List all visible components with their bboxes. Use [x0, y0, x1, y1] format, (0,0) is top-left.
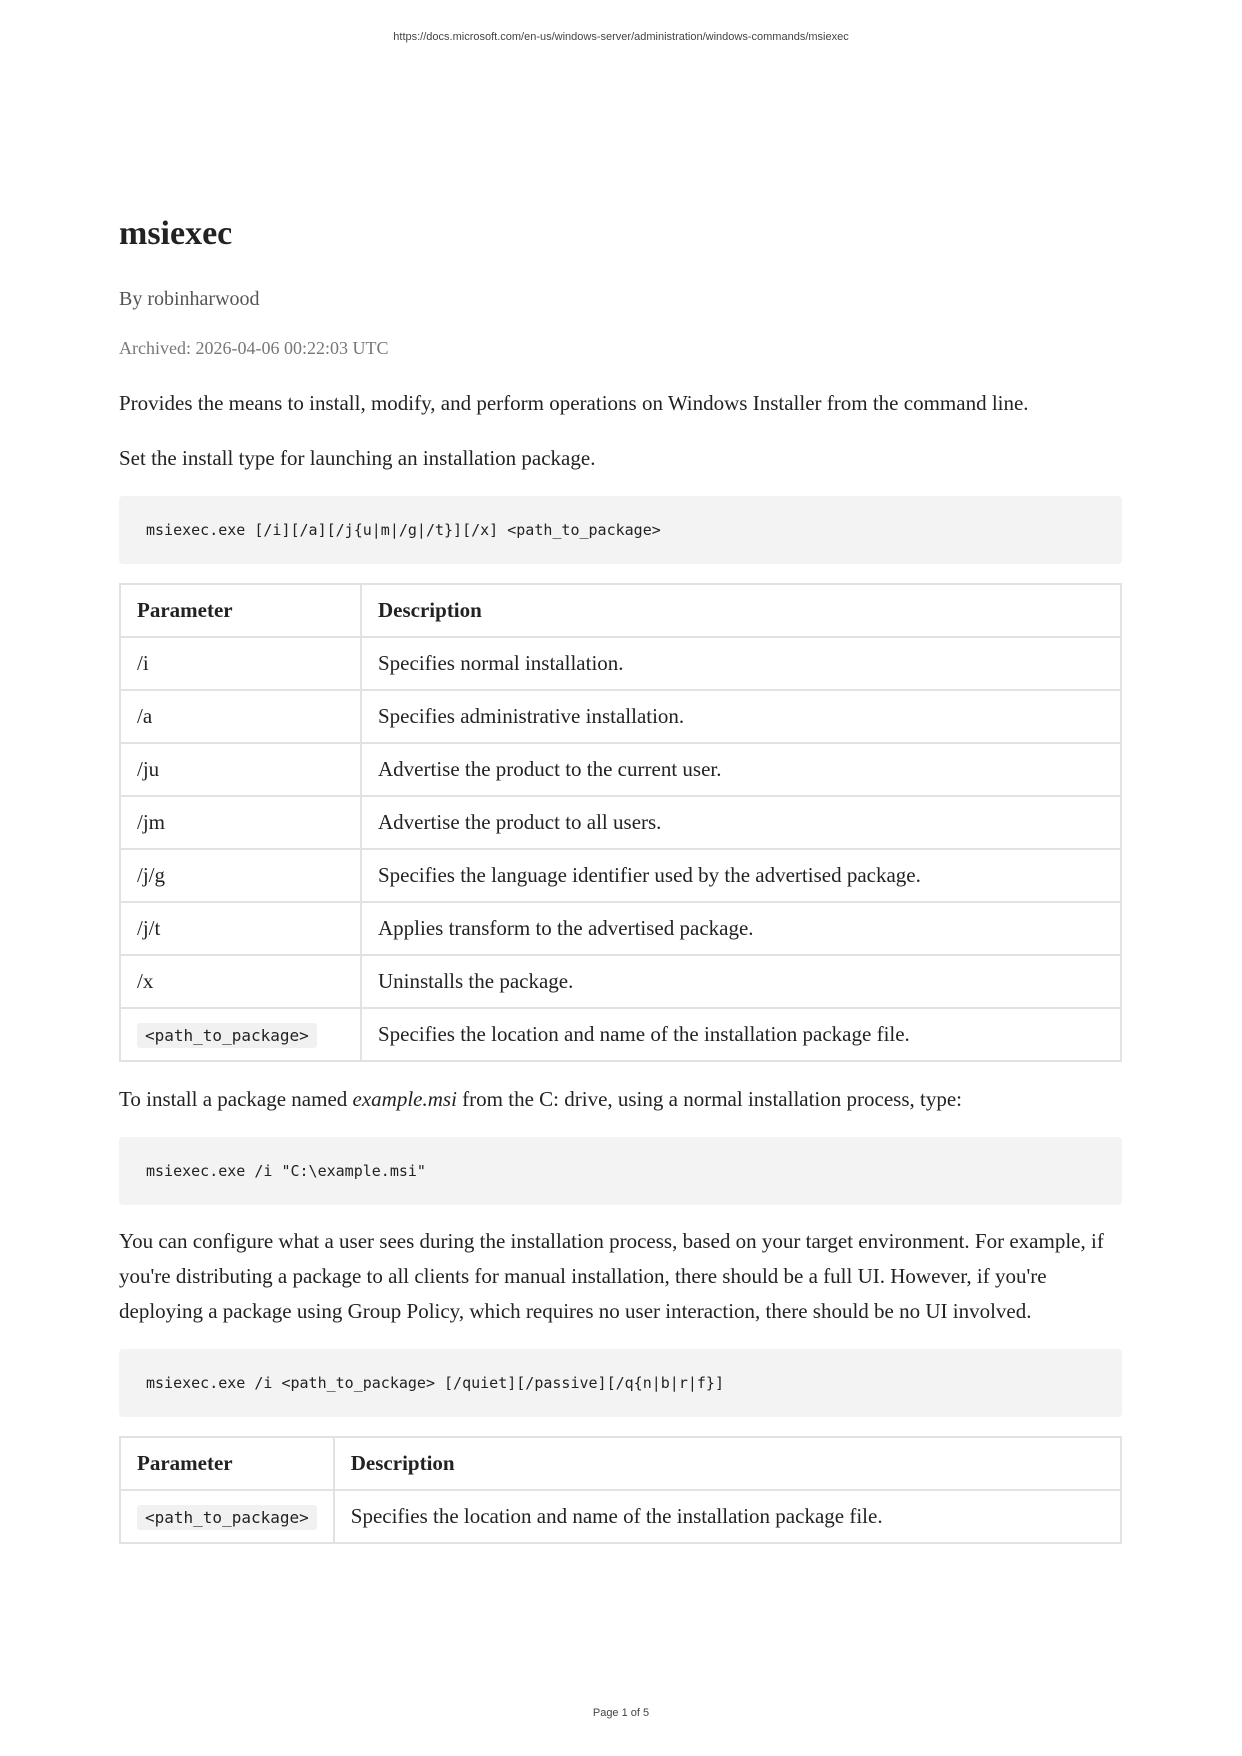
desc-cell: Specifies the location and name of the installation package file. [334, 1490, 1121, 1543]
param-cell: /x [120, 955, 361, 1008]
desc-cell: Specifies normal installation. [361, 637, 1121, 690]
table-row [120, 637, 1121, 690]
install-type-paragraph: Set the install type for launching an installation package. [119, 446, 596, 470]
column-header-description: Description [361, 584, 1121, 637]
table-row [120, 902, 1121, 955]
param-cell: /a [120, 690, 361, 743]
column-header-parameter: Parameter [120, 584, 361, 637]
ui-parameters-table [119, 1436, 1122, 1544]
table-row [120, 690, 1121, 743]
page-url: https://docs.microsoft.com/en-us/windows-server/administration/windows-commands/msiexec [393, 31, 849, 43]
column-header-description: Description [334, 1437, 1121, 1490]
byline: By robinharwood [119, 288, 260, 310]
desc-cell: Specifies the location and name of the installation package file. [361, 1008, 1121, 1061]
table-row [120, 1490, 1121, 1543]
inline-code: <path_to_package> [137, 1505, 317, 1530]
param-cell: /j/t [120, 902, 361, 955]
text: To install a package named [119, 1087, 353, 1111]
param-cell [120, 1008, 361, 1061]
param-cell [120, 1490, 334, 1543]
param-cell: /jm [120, 796, 361, 849]
table-row [120, 1008, 1121, 1061]
filename-emphasis: example.msi [352, 1087, 457, 1111]
article [119, 212, 1122, 1564]
intro-paragraph: Provides the means to install, modify, and perform operations on Windows Installer from the command line. [119, 391, 1029, 415]
table-row [120, 955, 1121, 1008]
parameters-table [119, 583, 1122, 1062]
text: from the C: drive, using a normal installation process, type: [456, 1087, 962, 1111]
param-cell: /j/g [120, 849, 361, 902]
desc-cell: Specifies the language identifier used by the advertised package. [361, 849, 1121, 902]
desc-cell: Advertise the product to the current user. [361, 743, 1121, 796]
ui-paragraph: You can configure what a user sees during the installation process, based on your target environment. For example, if you're distributing a package to all clients for manual installation, there should be a full UI. However, if you're deploying a package using Group Policy, which requires no user interaction, there should be no UI involved. [119, 1229, 1104, 1323]
code-block-ui-syntax: msiexec.exe /i <path_to_package> [/quiet][/passive][/q{n|b|r|f}] [119, 1349, 1122, 1417]
page-title: msiexec [119, 215, 233, 252]
desc-cell: Applies transform to the advertised package. [361, 902, 1121, 955]
example-paragraph [119, 1082, 1122, 1117]
inline-code: <path_to_package> [137, 1023, 317, 1048]
desc-cell: Specifies administrative installation. [361, 690, 1121, 743]
desc-cell: Advertise the product to all users. [361, 796, 1121, 849]
desc-cell: Uninstalls the package. [361, 955, 1121, 1008]
param-cell: /ju [120, 743, 361, 796]
param-cell: /i [120, 637, 361, 690]
page-number: Page 1 of 5 [592, 1707, 650, 1719]
archived-timestamp: Archived: 2026-04-06 00:22:03 UTC [119, 338, 389, 358]
table-row [120, 849, 1121, 902]
code-block-syntax: msiexec.exe [/i][/a][/j{u|m|/g|/t}][/x] <path_to_package> [119, 496, 1122, 564]
table-row [120, 796, 1121, 849]
code-block-example: msiexec.exe /i "C:\example.msi" [119, 1137, 1122, 1205]
column-header-parameter: Parameter [120, 1437, 334, 1490]
table-row [120, 743, 1121, 796]
